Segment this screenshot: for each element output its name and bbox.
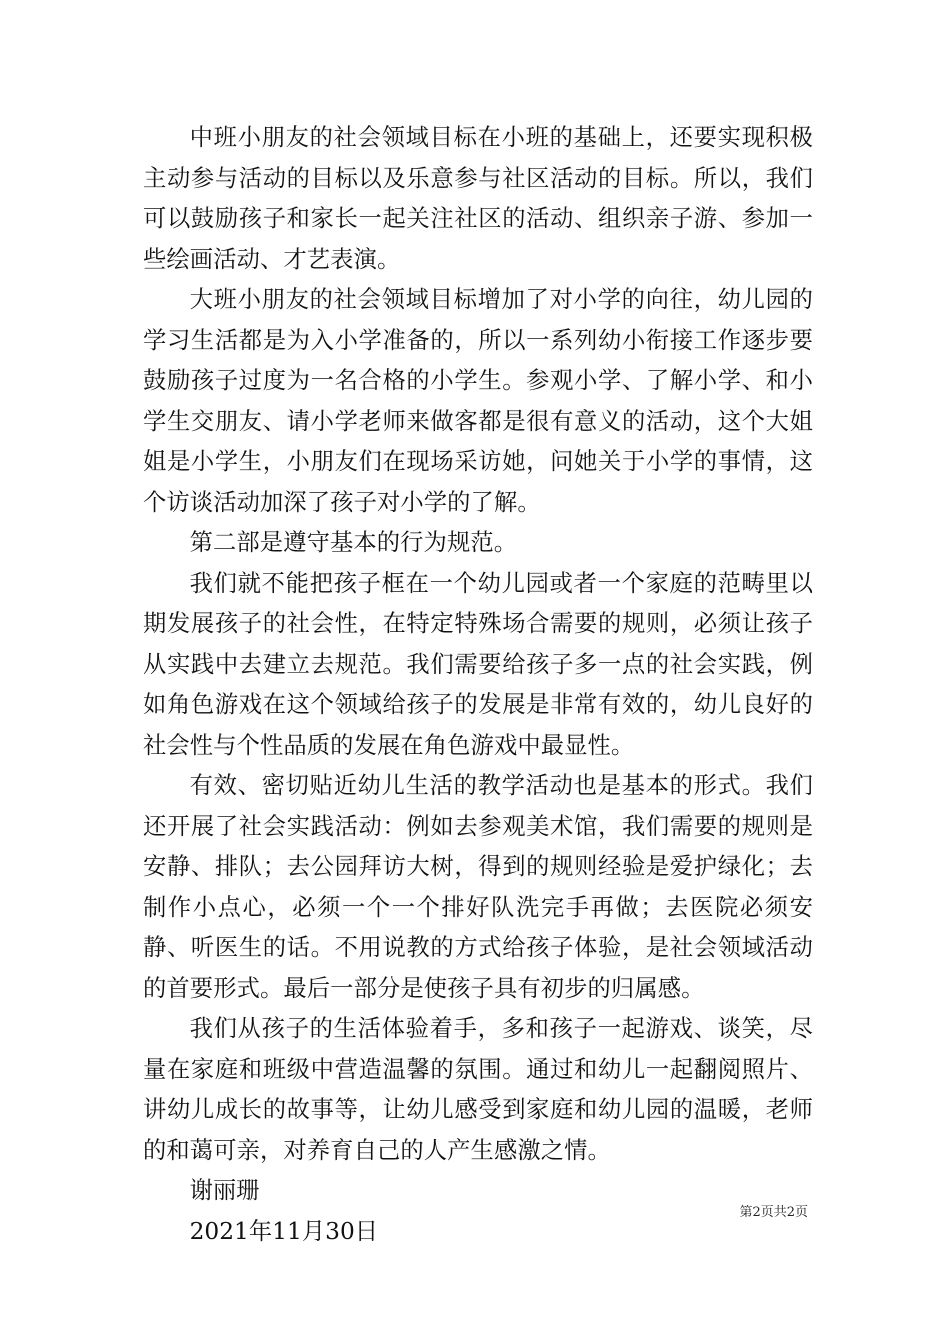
paragraph-section-two-heading: 第二部是遵守基本的行为规范。 bbox=[189, 529, 518, 556]
author-signature: 谢丽珊 bbox=[189, 1177, 260, 1204]
document-body bbox=[143, 118, 813, 1252]
paragraph-middle-class-goals: 中班小朋友的社会领域目标在小班的基础上，还要实现积极主动参与活动的目标以及乐意参与社区活动的目标。所以，我们可以鼓励孩子和家长一起关注社区的活动、组织亲子游、参加一些绘画活动、才艺表演。 bbox=[143, 124, 813, 273]
paragraph-social-practice: 我们就不能把孩子框在一个幼儿园或者一个家庭的范畴里以期发展孩子的社会性，在特定特殊场合需要的规则，必须让孩子从实践中去建立去规范。我们需要给孩子多一点的社会实践，例如角色游戏在这个领域给孩子的发展是非常有效的，幼儿良好的社会性与个性品质的发展在角色游戏中最显性。 bbox=[143, 569, 813, 759]
page-number-footer: 第2页共2页 bbox=[739, 1205, 808, 1220]
paragraph-teaching-activities: 有效、密切贴近幼儿生活的教学活动也是基本的形式。我们还开展了社会实践活动：例如去参观美术馆，我们需要的规则是安静、排队；去公园拜访大树，得到的规则经验是爱护绿化；去制作小点心，必须一个一个排好队洗完手再做；去医院必须安静、听医生的话。不用说教的方式给孩子体验，是社会领域活动的首要形式。最后一部分是使孩子具有初步的归属感。 bbox=[143, 772, 813, 1002]
paragraph-belonging: 我们从孩子的生活体验着手，多和孩子一起游戏、谈笑，尽量在家庭和班级中营造温馨的氛围。通过和幼儿一起翻阅照片、讲幼儿成长的故事等，让幼儿感受到家庭和幼儿园的温暖，老师的和蔼可亲，对养育自己的人产生感激之情。 bbox=[143, 1015, 813, 1164]
document-date: 2021年11月30日 bbox=[189, 1217, 379, 1245]
paragraph-senior-class-goals: 大班小朋友的社会领域目标增加了对小学的向往，幼儿园的学习生活都是为入小学准备的，所以一系列幼小衔接工作逐步要鼓励孩子过度为一名合格的小学生。参观小学、了解小学、和小学生交朋友、请小学老师来做客都是很有意义的活动，这个大姐姐是小学生，小朋友们在现场采访她，问她关于小学的事情，这个访谈活动加深了孩子对小学的了解。 bbox=[143, 286, 813, 516]
